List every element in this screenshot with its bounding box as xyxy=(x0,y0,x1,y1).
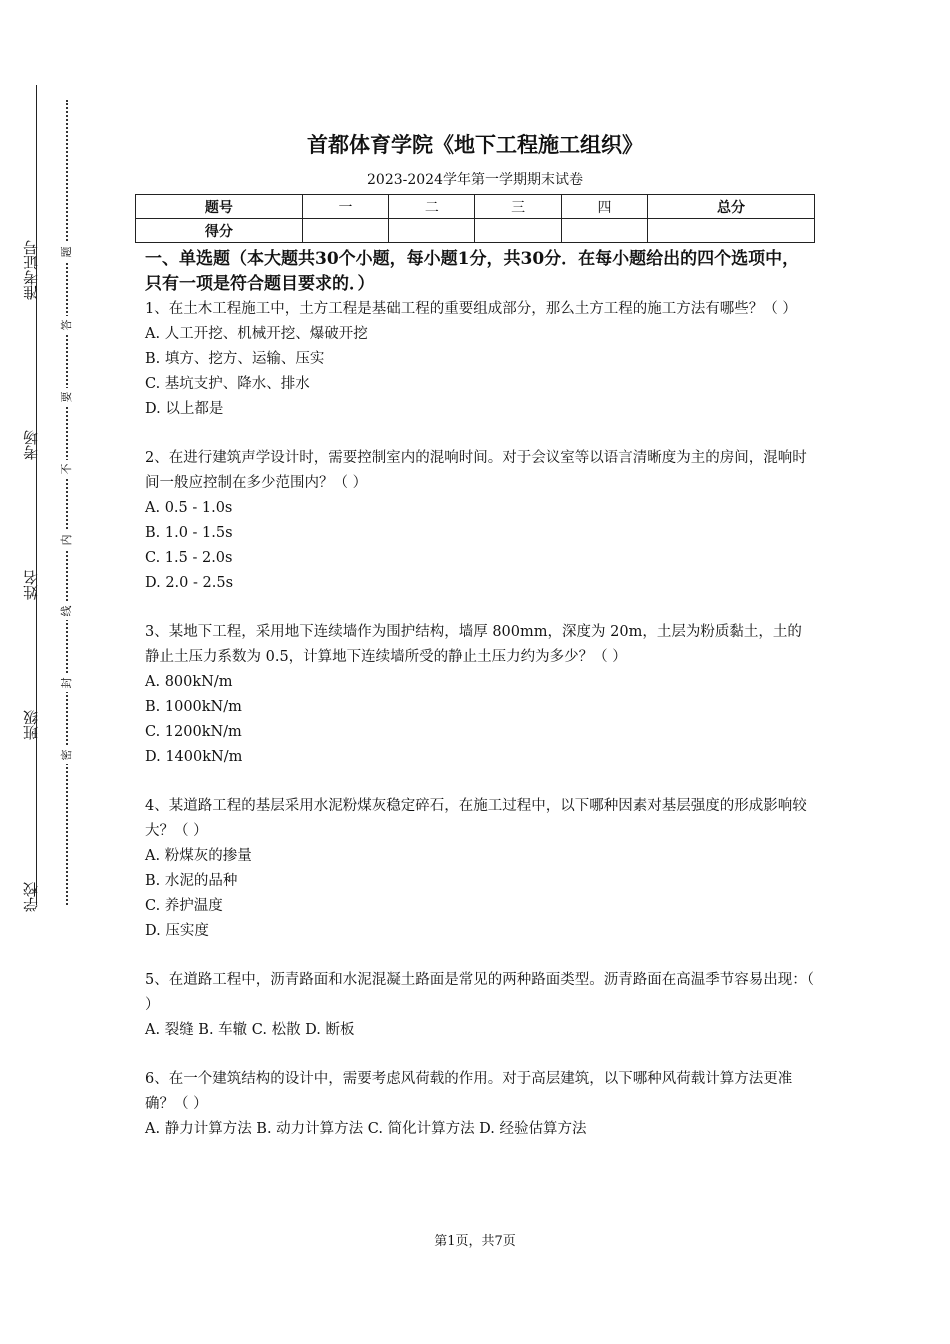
question-option: A. 粉煤灰的掺量 xyxy=(145,848,252,864)
school-field xyxy=(16,882,46,912)
score-cell[interactable] xyxy=(561,219,647,243)
binding-solid-line xyxy=(36,85,37,905)
question-4 xyxy=(135,794,815,944)
question-2 xyxy=(135,446,815,596)
question-stem: 1、在土木工程施工中，土方工程是基础工程的重要组成部分，那么土方工程的施工方法有哪些？（ ） xyxy=(145,301,797,317)
class-label: 班级 xyxy=(22,710,40,740)
question-stem: 4、某道路工程的基层采用水泥粉煤灰稳定碎石，在施工过程中，以下哪种因素对基层强度的形成影响较大？（ ） xyxy=(145,798,807,839)
question-option: C. 养护温度 xyxy=(145,898,223,914)
exam-number-label: 准考证号 xyxy=(22,240,40,300)
seal-char: 线 xyxy=(60,602,74,620)
score-cell[interactable] xyxy=(648,219,815,243)
question-option: D. 压实度 xyxy=(145,923,209,939)
seal-char: 答 xyxy=(60,316,74,334)
exam-subtitle: 2023-2024学年第一学期期末试卷 xyxy=(367,172,583,188)
section-heading: 一、单选题（本大题共30个小题，每小题1分，共30分．在每小题给出的四个选项中，只有一项是符合题目要求的．） xyxy=(145,249,800,294)
page-footer: 第1页，共7页 xyxy=(434,1234,516,1249)
question-3 xyxy=(135,620,815,770)
question-option: D. 以上都是 xyxy=(145,401,224,417)
score-table xyxy=(135,194,815,243)
seal-char: 密 xyxy=(60,746,74,764)
score-header-cell: 四 xyxy=(561,195,647,219)
class-field xyxy=(16,710,46,740)
question-option: A. 0.5 - 1.0s xyxy=(145,500,233,516)
seal-char: 题 xyxy=(60,243,74,261)
seal-char: 要 xyxy=(60,388,74,406)
seal-char: 内 xyxy=(60,531,74,549)
question-1 xyxy=(135,297,815,422)
seal-dotted-line xyxy=(66,100,68,905)
question-stem: 2、在进行建筑声学设计时，需要控制室内的混响时间。对于会议室等以语言清晰度为主的房间，混响时间一般应控制在多少范围内？（ ） xyxy=(145,450,807,491)
score-cell[interactable] xyxy=(302,219,388,243)
score-header-cell: 二 xyxy=(389,195,475,219)
question-option: B. 填方、挖方、运输、压实 xyxy=(145,351,325,367)
question-option: D. 2.0 - 2.5s xyxy=(145,575,234,591)
score-cell[interactable] xyxy=(475,219,561,243)
question-option: B. 1.0 - 1.5s xyxy=(145,525,233,541)
score-header-cell: 三 xyxy=(475,195,561,219)
question-option: B. 水泥的品种 xyxy=(145,873,238,889)
school-label: 学校 xyxy=(22,882,40,912)
question-option: A. 人工开挖、机械开挖、爆破开挖 xyxy=(145,326,368,342)
question-option: B. 1000kN/m xyxy=(145,699,242,715)
score-row-label: 得分 xyxy=(136,219,303,243)
seal-char: 不 xyxy=(60,460,74,478)
name-field xyxy=(16,570,46,600)
name-label: 姓名 xyxy=(22,570,40,600)
seal-char: 封 xyxy=(60,674,74,692)
question-option: A. 静力计算方法 B. 动力计算方法 C. 简化计算方法 D. 经验估算方法 xyxy=(145,1121,587,1137)
exam-room-label: 考场 xyxy=(22,430,40,460)
question-6 xyxy=(135,1067,815,1142)
question-option: A. 裂缝 B. 车辙 C. 松散 D. 断板 xyxy=(145,1022,355,1038)
question-stem: 3、某地下工程，采用地下连续墙作为围护结构，墙厚 800mm，深度为 20m，土层为粉质黏土，土的静止土压力系数为 0.5，计算地下连续墙所受的静止土压力约为多少？（ ） xyxy=(145,624,802,665)
score-header-cell: 题号 xyxy=(136,195,303,219)
exam-paper xyxy=(135,128,815,1142)
score-header-cell: 总分 xyxy=(648,195,815,219)
score-header-cell: 一 xyxy=(302,195,388,219)
question-option: C. 基坑支护、降水、排水 xyxy=(145,376,310,392)
exam-number-field xyxy=(16,240,46,300)
question-option: A. 800kN/m xyxy=(145,674,233,690)
question-5 xyxy=(135,968,815,1043)
binding-margin xyxy=(0,0,73,1344)
question-stem: 6、在一个建筑结构的设计中，需要考虑风荷载的作用。对于高层建筑，以下哪种风荷载计算方法更准确？（ ） xyxy=(145,1071,793,1112)
question-option: D. 1400kN/m xyxy=(145,749,243,765)
score-value-row xyxy=(136,219,815,243)
score-header-row xyxy=(136,195,815,219)
question-stem: 5、在道路工程中，沥青路面和水泥混凝土路面是常见的两种路面类型。沥青路面在高温季节容易出现：（ ） xyxy=(145,972,814,1013)
question-option: C. 1.5 - 2.0s xyxy=(145,550,233,566)
score-cell[interactable] xyxy=(389,219,475,243)
question-option: C. 1200kN/m xyxy=(145,724,242,740)
exam-title: 首都体育学院《地下工程施工组织》 xyxy=(307,133,643,157)
exam-room-field xyxy=(16,430,46,460)
